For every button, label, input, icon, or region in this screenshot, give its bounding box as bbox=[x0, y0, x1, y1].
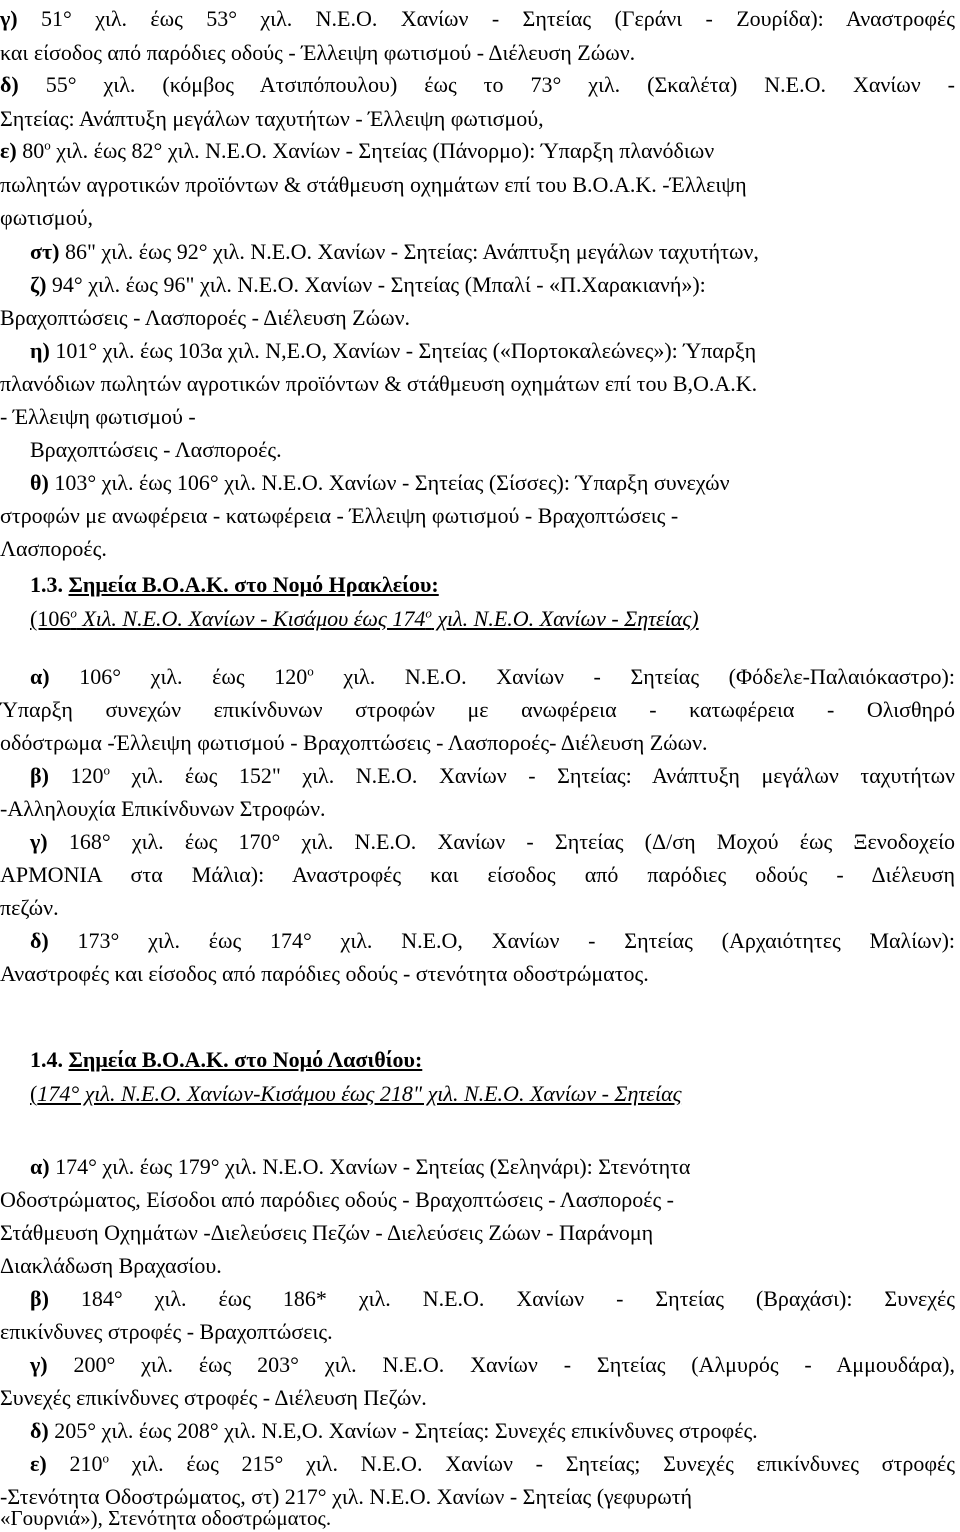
item-eta-line2: πλανόδιων πωλητών αγροτικών προϊόντων & στάθμευση οχημάτων επί του Β,Ο.Α.Κ. bbox=[0, 371, 758, 396]
item-delta-line1: δ) 55° χιλ. (κόμβος Ατσιπόπουλου) έως το 73° χιλ. (Σκαλέτα) Ν.Ε.Ο. Χανίων - bbox=[0, 72, 956, 97]
item-1-4-gamma-line1: γ) 200° χιλ. έως 203° χιλ. Ν.Ε.Ο. Χανίων - Σητείας (Αλμυρός - Αμμουδάρα), bbox=[30, 1352, 955, 1377]
item-1-3-delta-line2: Αναστροφές και είσοδος από παρόδιες οδούς - στενότητα οδοστρώματος. bbox=[0, 961, 649, 986]
item-1-4-gamma-line2: Συνεχές επικίνδυνες στροφές - Διέλευση Πεζών. bbox=[0, 1385, 427, 1410]
item-1-3-alpha-line2: Ύπαρξη συνεχών επικίνδυνων στροφών με ανωφέρεια - κατωφέρεια - Ολισθηρό bbox=[0, 697, 955, 722]
section-1-4-subheading: (174° χιλ. Ν.Ε.Ο. Χανίων-Κισάμου έως 218" χιλ. Ν.Ε.Ο. Χανίων - Σητείας bbox=[30, 1081, 682, 1106]
item-epsilon-line1: ε) $80^o$ χιλ. έως 82° χιλ. Ν.Ε.Ο. Χανίων - Σητείας (Πάνορμο): Ύπαρξη πλανόδιων bbox=[0, 137, 715, 163]
section-1-3-heading: 1.3. Σημεία Β.Ο.Α.Κ. στο Νομό Ηρακλείου: bbox=[30, 572, 439, 597]
item-theta-line3: Λασπορoές. bbox=[0, 536, 107, 561]
item-1-4-alpha-line2: Οδοστρώματος, Είσοδοι από παρόδιες οδούς - Βραχοπτώσεις - Λασπορoές - bbox=[0, 1187, 674, 1212]
item-eta-line1: η) 101° χιλ. έως 103α χιλ. Ν,Ε.Ο, Χανίων - Σητείας («Πορτοκαλεώνες»): Ύπαρξη bbox=[30, 338, 757, 363]
item-eta-line4: Βραχοπτώσεις - Λασπορoές. bbox=[30, 437, 282, 462]
item-1-3-beta-line1: β) $120^o$ χιλ. έως 152" χιλ. Ν.Ε.Ο. Χανίων - Σητείας: Ανάπτυξη μεγάλων ταχυτήτων bbox=[30, 762, 955, 788]
item-1-3-gamma-line1: γ) 168° χιλ. έως 170° χιλ. Ν.Ε.Ο. Χανίων - Σητείας (Δ/ση Μοχού έως Ξενοδοχείο bbox=[30, 829, 955, 854]
section-1-3-subheading: ($106^o$ Χιλ. Ν.Ε.Ο. Χανίων - Κισάμου έως $174^o$ χιλ. Ν.Ε.Ο. Χανίων - Σητείας) bbox=[30, 605, 699, 631]
item-1-4-delta-line1: δ) 205° χιλ. έως 208° χιλ. Ν.Ε,Ο. Χανίων - Σητείας: Συνεχές επικίνδυνες στροφές. bbox=[30, 1418, 758, 1443]
item-1-4-beta-line2: επικίνδυνες στροφές - Βραχοπτώσεις. bbox=[0, 1319, 333, 1344]
item-1-3-gamma-line2: ΑΡΜΟΝΙΑ στα Μάλια): Αναστροφές και είσοδος από παρόδιες οδούς - Διέλευση bbox=[0, 862, 955, 887]
item-1-4-epsilon-line2: -Στενότητα Οδοστρώματος, στ) 217° χιλ. Ν.Ε.Ο. Χανίων - Σητείας (γεφυρωτή bbox=[0, 1484, 693, 1509]
item-epsilon-line2: πωλητών αγροτικών προϊόντων & στάθμευση οχημάτων επί του Β.Ο.Α.Κ. -Έλλειψη bbox=[0, 172, 747, 197]
item-eta-line3: - Έλλειψη φωτισμού - bbox=[0, 404, 196, 429]
item-1-4-alpha-line1: α) 174° χιλ. έως 179° χιλ. Ν.Ε.Ο. Χανίων - Σητείας (Σεληνάρι): Στενότητα bbox=[30, 1154, 691, 1179]
item-1-3-delta-line1: δ) 173° χιλ. έως 174° χιλ. Ν.Ε.Ο, Χανίων - Σητείας (Αρχαιότητες Μαλίων): bbox=[30, 928, 956, 953]
item-delta-line2: Σητείας: Ανάπτυξη μεγάλων ταχυτήτων - Έλλειψη φωτισμού, bbox=[0, 106, 544, 131]
item-1-3-beta-line2: -Αλληλουχία Επικίνδυνων Στροφών. bbox=[0, 796, 326, 821]
item-theta-line1: θ) 103° χιλ. έως 106° χιλ. Ν.Ε.Ο. Χανίων - Σητείας (Σίσσες): Ύπαρξη συνεχών bbox=[30, 470, 730, 495]
section-1-4-heading: 1.4. Σημεία Β.Ο.Α.Κ. στο Νομό Λασιθίου: bbox=[30, 1047, 423, 1072]
item-epsilon-line3: φωτισμού, bbox=[0, 205, 93, 230]
item-1-4-beta-line1: β) 184° χιλ. έως 186* χιλ. Ν.Ε.Ο. Χανίων - Σητείας (Βραχάσι): Συνεχές bbox=[30, 1286, 956, 1311]
item-1-3-alpha-line3: οδόστρωμα -Έλλειψη φωτισμού - Βραχοπτώσεις - Λασπορoές- Διέλευση Ζώων. bbox=[0, 730, 708, 755]
item-1-3-gamma-line3: πεζών. bbox=[0, 895, 59, 920]
item-st-line1: στ) 86" χιλ. έως 92° χιλ. Ν.Ε.Ο. Χανίων - Σητείας: Ανάπτυξη μεγάλων ταχυτήτων, bbox=[30, 239, 759, 264]
item-theta-line2: στροφών με ανωφέρεια - κατωφέρεια - Έλλειψη φωτισμού - Βραχοπτώσεις - bbox=[0, 503, 679, 528]
item-gamma-line1: γ) 51° χιλ. έως 53° χιλ. Ν.Ε.Ο. Χανίων - Σητείας (Γεράνι - Ζουρίδα): Αναστροφές bbox=[0, 6, 956, 31]
item-1-4-epsilon-line1: ε) $210^o$ χιλ. έως 215° χιλ. Ν.Ε.Ο. Χανίων - Σητείας; Συνεχές επικίνδυνες στροφές bbox=[30, 1450, 955, 1476]
item-gamma-line2: και είσοδος από παρόδιες οδούς - Έλλειψη φωτισμού - Διέλευση Ζώων. bbox=[0, 40, 636, 65]
item-1-3-alpha-line1: α) 106° χιλ. έως $120^o$ χιλ. Ν.Ε.Ο. Χανίων - Σητείας (Φόδελε-Παλαιόκαστρο): bbox=[30, 663, 955, 689]
item-zeta-line1: ζ) 94° χιλ. έως 96" χιλ. Ν.Ε.Ο. Χανίων - Σητείας (Μπαλί - «Π.Χαρακιανή»): bbox=[30, 272, 706, 297]
item-1-4-alpha-line4: Διακλάδωση Βραχασίου. bbox=[0, 1253, 222, 1278]
item-zeta-line2: Βραχοπτώσεις - Λασπορoές - Διέλευση Ζώων. bbox=[0, 305, 411, 330]
item-1-4-epsilon-line3: «Γουρνιά»), Στενότητα οδοστρώματος. bbox=[0, 1506, 332, 1530]
item-1-4-alpha-line3: Στάθμευση Οχημάτων -Διελεύσεις Πεζών - Διελεύσεις Ζώων - Παράνομη bbox=[0, 1220, 654, 1245]
